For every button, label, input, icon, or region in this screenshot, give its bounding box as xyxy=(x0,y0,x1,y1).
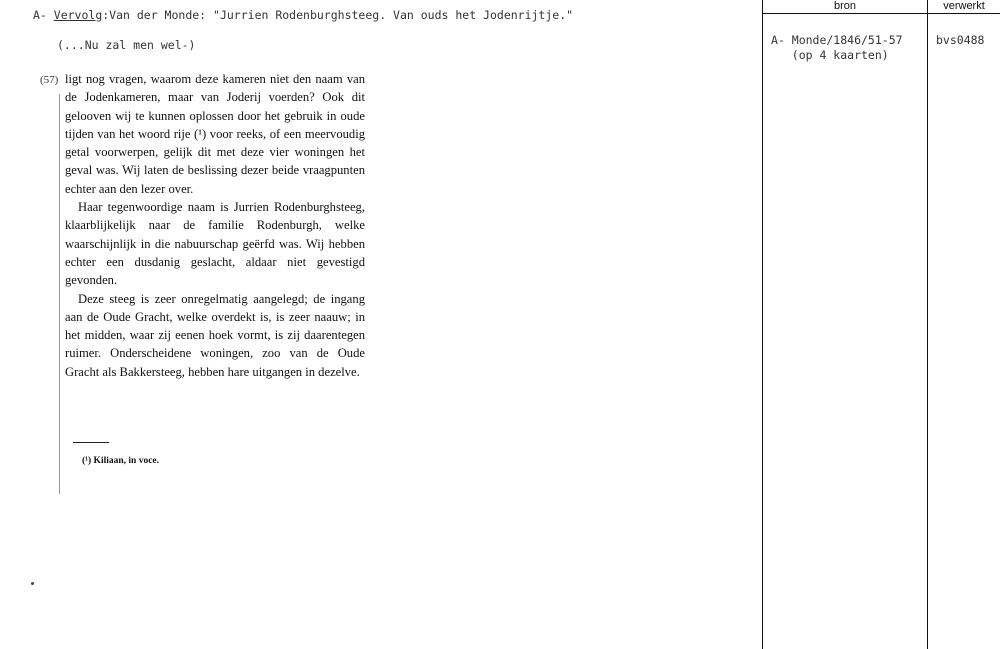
verwerkt-header: verwerkt xyxy=(943,0,985,12)
continuation-note: (...Nu zal men wel-) xyxy=(57,38,196,52)
speck xyxy=(31,582,34,585)
header-line xyxy=(33,8,573,22)
bron-value: A- Monde/1846/51-57 (op 4 kaarten) xyxy=(771,33,903,62)
paragraph: ligt nog vragen, waarom deze kameren niet den naam van de Jodenkameren, maar van Joderij voerden? Ook dit gelooven wij te kunnen oplossen door het gebruik in oude tijden van het woord rije (¹) voor reeks, of een meervoudig getal voorwerpen, gelijk dit met deze vier woningen het geval was. Wij laten de beslissing dezer beide vraagpunten echter aan den lezer over. xyxy=(65,72,365,196)
verwerkt-value: bvs0488 xyxy=(936,33,985,47)
bron-header: bron xyxy=(833,0,857,12)
paragraph: Deze steeg is zeer onregelmatig aangelegd; de ingang aan de Oude Gracht, welke overdekt is, is zeer naauw; in het midden, waar zij eenen hoek vormt, is zij daarentegen ruimer. Onderscheidene woningen, zoo van de Oude Gracht als Bakkersteeg, hebben hare uitgangen in dezelve. xyxy=(65,291,365,379)
header-rule xyxy=(762,13,1000,14)
column-divider xyxy=(927,0,928,649)
footnote: (¹) Kiliaan, in voce. xyxy=(82,456,159,466)
header-prefix: A- xyxy=(33,8,54,22)
paragraph: Haar tegenwoordige naam is Jurrien Rodenburghsteeg, klaarblijkelijk naar de familie Rodenburgh, welke waarschijnlijk in die nabuurschap geërfd was. Wij hebben echter een dusdanig geslacht, aldaar niet gevestigd gevonden. xyxy=(65,200,365,288)
scanned-page xyxy=(40,70,375,470)
column-divider xyxy=(762,0,763,649)
page-number: (57) xyxy=(40,74,59,86)
header-title: :Van der Monde: "Jurrien Rodenburghsteeg. Van ouds het Jodenrijtje." xyxy=(102,8,574,22)
margin-line xyxy=(59,94,60,494)
footnote-rule xyxy=(73,442,109,443)
scanned-text xyxy=(65,70,365,381)
vervolg-label: Vervolg xyxy=(53,8,103,22)
